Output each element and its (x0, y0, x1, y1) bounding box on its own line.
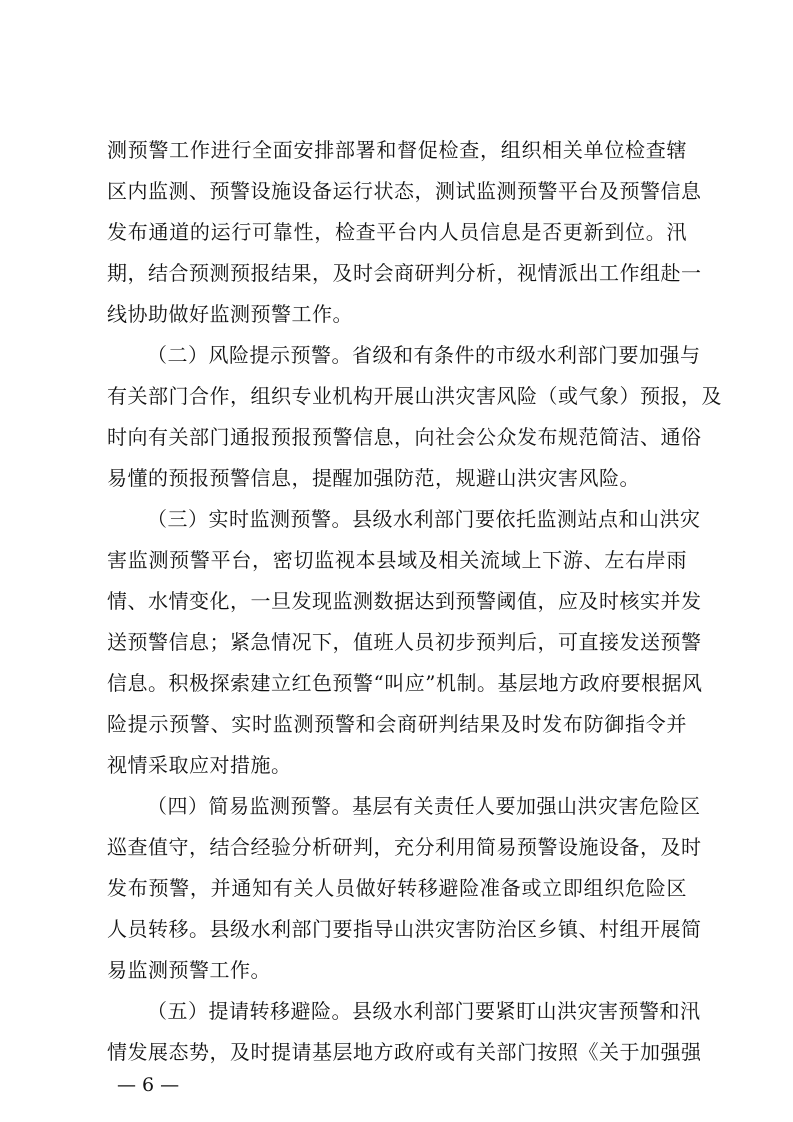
body-text-line: 区内监测、预警设施设备运行状态，测试监测预警平台及预警信息 (107, 179, 702, 203)
body-text-line: 巡查值守，结合经验分析研判，充分利用简易预警设施设备，及时 (107, 835, 702, 859)
body-text-line: 发布预警，并通知有关人员做好转移避险准备或立即组织危险区 (107, 876, 687, 900)
section-2-heading-line: （二）风险提示预警。省级和有条件的市级水利部门要加强与 (147, 343, 701, 367)
body-text-line: 视情采取应对措施。 (107, 753, 292, 777)
body-text-line: 有关部门合作，组织专业机构开展山洪灾害风险（或气象）预报，及 (107, 384, 722, 408)
body-text-line: 线协助做好监测预警工作。 (107, 302, 353, 326)
section-5-heading-line: （五）提请转移避险。县级水利部门要紧盯山洪灾害预警和汛 (147, 999, 701, 1023)
body-text-line: 人员转移。县级水利部门要指导山洪灾害防治区乡镇、村组开展简 (107, 917, 702, 941)
section-4-heading-line: （四）简易监测预警。基层有关责任人要加强山洪灾害危险区 (147, 794, 701, 818)
body-text-line: 测预警工作进行全面安排部署和督促检查，组织相关单位检查辖 (107, 138, 687, 162)
body-text-line: 时向有关部门通报预报预警信息，向社会公众发布规范简洁、通俗 (107, 425, 702, 449)
body-text-line: 易懂的预报预警信息，提醒加强防范，规避山洪灾害风险。 (107, 466, 640, 490)
body-text-line: 情、水情变化，一旦发现监测数据达到预警阈值，应及时核实并发 (107, 589, 702, 613)
body-text-line: 害监测预警平台，密切监视本县域及相关流域上下游、左右岸雨 (107, 548, 687, 572)
body-text-line: 信息。积极探索建立红色预警“叫应”机制。基层地方政府要根据风 (107, 671, 703, 695)
section-3-heading-line: （三）实时监测预警。县级水利部门要依托监测站点和山洪灾 (147, 507, 701, 531)
body-text-line: 情发展态势，及时提请基层地方政府或有关部门按照《关于加强强 (107, 1040, 702, 1064)
body-text-line: 送预警信息；紧急情况下，值班人员初步预判后，可直接发送预警 (107, 630, 702, 654)
page-number: — 6 — (117, 1074, 180, 1096)
body-text-line: 易监测预警工作。 (107, 958, 271, 982)
body-text-line: 期，结合预测预报结果，及时会商研判分析，视情派出工作组赴一 (107, 261, 702, 285)
body-text-line: 发布通道的运行可靠性，检查平台内人员信息是否更新到位。汛 (107, 220, 687, 244)
body-text-line: 险提示预警、实时监测预警和会商研判结果及时发布防御指令并 (107, 712, 687, 736)
